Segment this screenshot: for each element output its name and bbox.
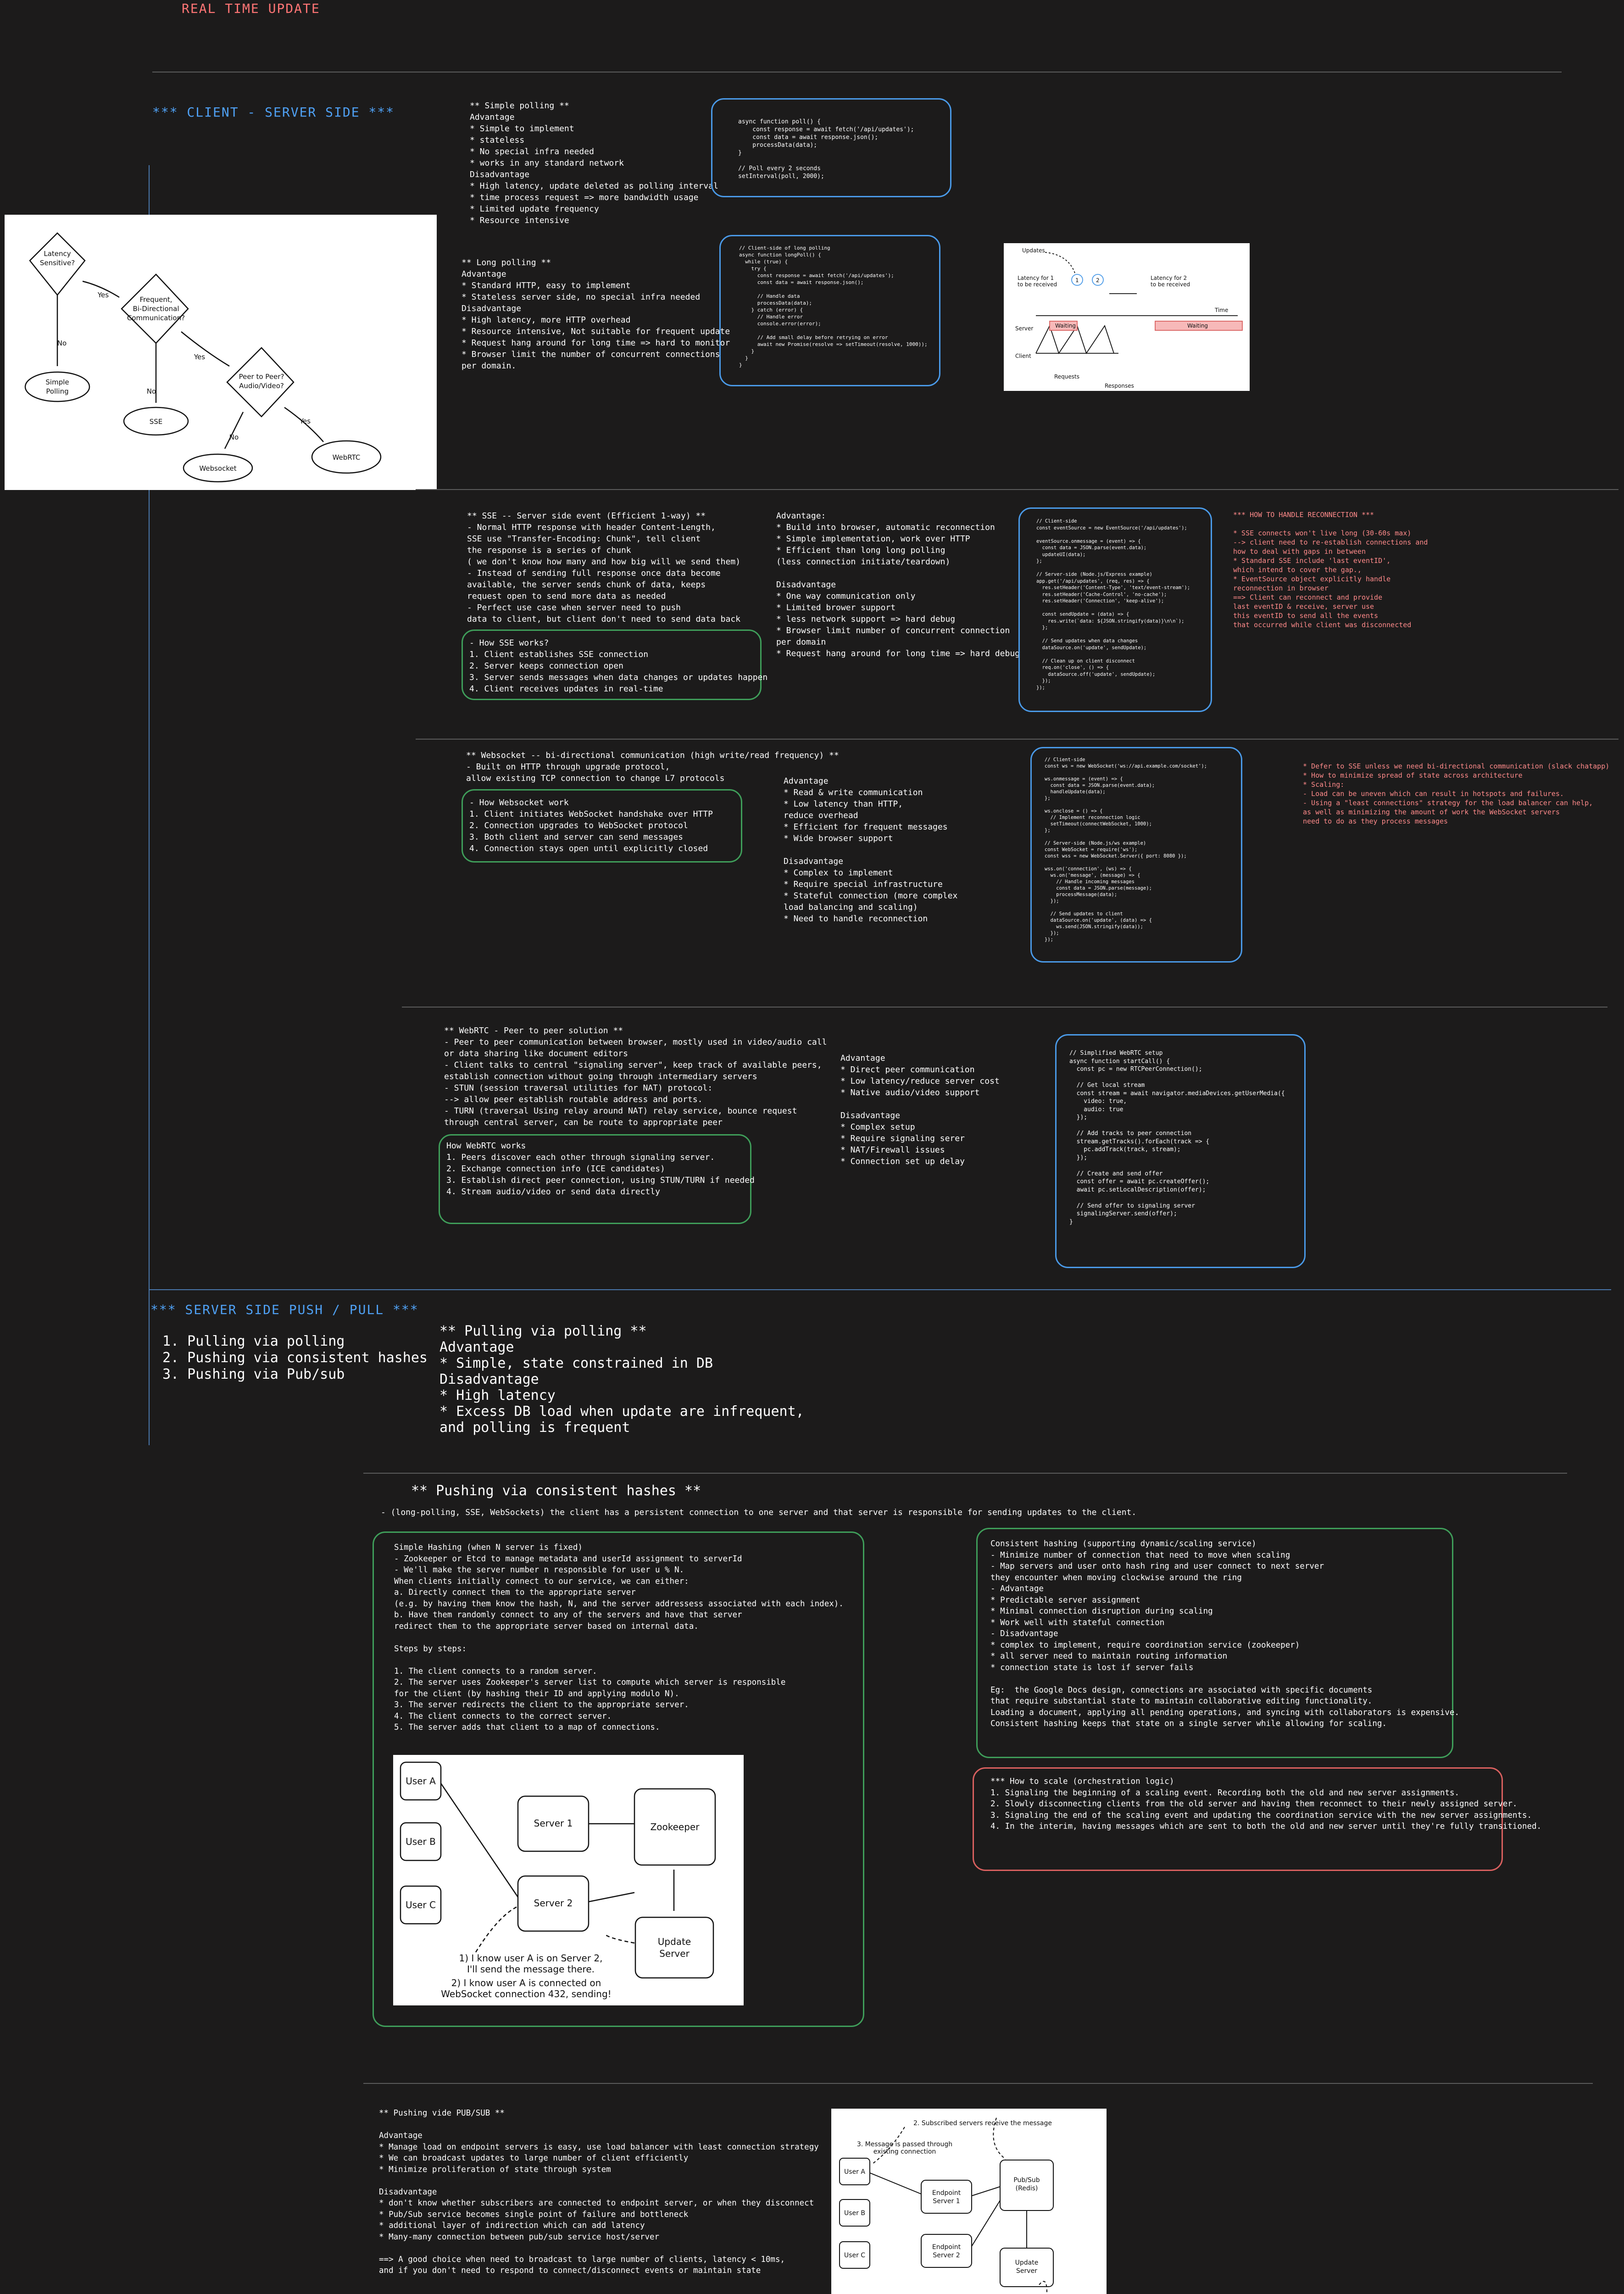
svg-text:to be received: to be received <box>1151 281 1190 288</box>
sse-reconnection-note: *** HOW TO HANDLE RECONNECTION *** * SSE connects won't live long (30-60s max) --> client need to re-establish connections and how to deal with gaps in between * Standard SSE include 'last eventID', which intend to cover the gap., * EventSource object explicitly handle reconnection in browser ==> Client can reconnect and provide last eventID & receive, server use this eventID to send all the events that occurred while client was disconnected <box>1233 511 1428 629</box>
sse-steps: - How SSE works? 1. Client establishes SSE connection 2. Server keeps connection open 3. Server sends messages when data changes or updates happen 4. Client receives updates in real-time <box>469 638 768 694</box>
websocket-steps-box <box>462 789 742 863</box>
pubsub-user-b: User B <box>844 2210 865 2217</box>
update-server-label: Update <box>657 1936 691 1947</box>
section-client-server: *** CLIENT - SERVER SIDE *** <box>152 105 395 120</box>
page-title: REAL TIME UPDATE <box>182 1 320 16</box>
user-a-label: User A <box>406 1776 436 1787</box>
svg-text:No: No <box>229 433 239 441</box>
pubsub-update: Update <box>1015 2259 1039 2266</box>
how-to-scale-box <box>973 1767 1542 1871</box>
simple-polling-code-box <box>711 98 951 197</box>
websocket-notes: ** Websocket -- bi-directional communication (high write/read frequency) ** - Built on HTTP through upgrade protocol, allow existing TCP connection to change L7 protocols <box>466 751 839 783</box>
user-c-label: User C <box>406 1899 436 1910</box>
svg-text:No: No <box>146 387 156 395</box>
simple-polling-notes: ** Simple polling ** Advantage * Simple to implement * stateless * No special infra needed * works in any standard network Disadvantage * High latency, update deleted as polling interval * time process request => more bandwidth usage * Limited update frequency * Resource intensive <box>470 101 718 225</box>
long-polling-code: // Client-side of long polling async function longPoll() { while (true) { try { const response = await fetch('/api/updates'); const data = await response.json(); // Handle data processData(data); } catch (error) { // Handle error console.error(error); // Add small delay before retrying on error await new Promise(resolve => setTimeout(resolve, 1000)); } } } <box>739 245 928 368</box>
latency-label: Latency <box>44 250 71 258</box>
update1-label: 1 <box>1075 277 1079 284</box>
push-pull-list: 1. Pulling via polling 2. Pushing via consistent hashes 3. Pushing via Pub/sub <box>162 1333 428 1382</box>
svg-text:existing connection: existing connection <box>873 2148 936 2155</box>
updates-label: Updates <box>1022 247 1045 254</box>
consistent-hash-diagram <box>393 1755 744 2005</box>
divider <box>402 1007 1607 1008</box>
pulling-via-polling: ** Pulling via polling ** Advantage * Simple, state constrained in DB Disadvantage * High latency * Excess DB load when update are infrequent, and polling is frequent <box>439 1323 804 1436</box>
section-push-pull: *** SERVER SIDE PUSH / PULL *** <box>150 1302 419 1317</box>
pubsub-diagram <box>831 2109 1107 2294</box>
sse-notes: ** SSE -- Server side event (Efficient 1-way) ** - Normal HTTP response with header Content-Length, SSE use "Transfer-Encoding: Chunk", tell client the response is a series of chunk ( we don't know how many and how big will we send them) - Instead of sending full response once data become available, the server sends chunk of data, keeps request open to send more data as needed - Perfect use case when server need to push data to client, but client don't need to send data back <box>467 511 741 624</box>
consistent-hashing-box <box>976 1528 1459 1758</box>
divider <box>416 489 1618 490</box>
simple-hashing-box <box>373 1531 864 2027</box>
pubsub-user-a: User A <box>844 2168 865 2176</box>
simple-polling-label: Simple <box>45 378 69 386</box>
divider <box>363 1473 1567 1474</box>
svg-text:Sensitive?: Sensitive? <box>39 259 75 267</box>
pubsub-notes: ** Pushing vide PUB/SUB ** Advantage * Manage load on endpoint servers is easy, use load balancer with least connection strategy * We can broadcast updates to large number of client efficiently * Minimize proliferation of state through system Disadvantage * don't know whether subscribers are connected to endpoint server, or when they disconnect * Pub/Sub service becomes single point of failure and bottleneck * additional layer of indirection which can add latency * Many-many connection between pub/sub service host/server ==> A good choice when need to broadcast to large number of clients, latency < 10ms, and if you don't need to respond to connect/disconnect events or maintain state <box>379 2109 819 2275</box>
svg-text:to be received: to be received <box>1018 281 1057 288</box>
svg-text:(Redis): (Redis) <box>1015 2185 1038 2192</box>
decision-tree-diagram <box>5 215 437 490</box>
pubsub-step2: 2. Subscribed servers receive the message <box>913 2120 1052 2127</box>
svg-text:Communication?: Communication? <box>127 314 185 322</box>
webrtc-steps: How WebRTC works 1. Peers discover each other through signaling server. 2. Exchange connection info (ICE candidates) 3. Establish direct peer connection, using STUN/TURN if needed 4. Stream audio/video or send data directly <box>446 1141 755 1197</box>
simple-hashing-notes: Simple Hashing (when N server is fixed) - Zookeeper or Etcd to manage metadata and userId assignment to serverId - We'll make the server number n responsible for user u % N. When clients initially connect to our service, we can either: a. Directly connect them to the appropriate server (e.g. by having them know the hash, N, and the server addressess associated with each index). b. Have them randomly connect to any of the servers and have that server redirect them to the appropriate server based on internal data. Steps by steps: 1. The client connects to a random server. 2. The server uses Zookeeper's server list to compute which server is responsible for the client (by hashing their ID and applying modulo N). 3. The server redirects the client to the appropriate server. 4. The client connects to the correct server. 5. The server adds that client to a map of connections. <box>394 1543 844 1732</box>
divider <box>149 1289 1611 1290</box>
client-label: Client <box>1015 353 1031 359</box>
server-label: Server <box>1015 325 1034 332</box>
waiting-label-1: Waiting <box>1055 323 1076 329</box>
svg-text:WebSocket connection 432, send: WebSocket connection 432, sending! <box>441 1988 612 1999</box>
websocket-steps: - How Websocket work 1. Client initiates WebSocket handshake over HTTP 2. Connection upgrades to WebSocket protocol 3. Both client and server can send messages 4. Connection stays open until explicitly closed <box>469 798 713 853</box>
svg-text:Yes: Yes <box>194 353 206 361</box>
svg-text:I'll send the message there.: I'll send the message there. <box>467 1964 595 1975</box>
p2p-label: Peer to Peer? <box>239 373 284 381</box>
svg-text:Bi-Directional: Bi-Directional <box>133 305 179 313</box>
pubsub-ep2: Endpoint <box>932 2244 961 2251</box>
svg-text:Audio/Video?: Audio/Video? <box>239 382 284 390</box>
note1: 1) I know user A is on Server 2, <box>459 1953 603 1964</box>
svg-text:Server: Server <box>659 1948 690 1959</box>
webrtc-label: WebRTC <box>332 453 361 462</box>
long-polling-timeline-diagram <box>1004 243 1250 391</box>
long-polling-notes: ** Long polling ** Advantage * Standard HTTP, easy to implement * Stateless server side, no special infra needed Disadvantage * High latency, more HTTP overhead * Resource intensive, Not suitable for frequent update * Request hang around for long time => hard to monitor * Browser limit the number of concurrent connections per domain. <box>462 258 730 371</box>
svg-text:Server: Server <box>1016 2267 1037 2275</box>
zookeeper-label: Zookeeper <box>650 1821 700 1832</box>
waiting-label-2: Waiting <box>1187 323 1208 329</box>
user-b-label: User B <box>406 1836 436 1847</box>
server1-label: Server 1 <box>534 1818 573 1829</box>
pubsub-step3: 3. Message is passed through <box>856 2141 953 2148</box>
svg-text:Yes: Yes <box>299 417 311 425</box>
responses-label: Responses <box>1105 383 1134 389</box>
websocket-label: Websocket <box>199 464 237 473</box>
webrtc-code: // Simplified WebRTC setup async function startCall() { const pc = new RTCPeerConnection(); // Get local stream const stream = await navigator.mediaDevices.getUserMedia({ video: true, audio: true }); // Add tracks to peer connection stream.getTracks().forEach(track => { pc.addTrack(track, stream); }); // Create and send offer const offer = await pc.createOffer(); await pc.setLocalDescription(offer); // Send offer to signaling server signalingServer.send(offer); } <box>1069 1050 1285 1225</box>
websocket-adv-disadv: Advantage * Read & write communication * Low latency than HTTP, reduce overhead * Efficient for frequent messages * Wide browser support Disadvantage * Complex to implement * Require special infrastructure * Stateful connection (more complex load balancing and scaling) * Need to handle reconnection <box>784 776 958 924</box>
divider <box>363 2083 1593 2084</box>
consistent-hash-title: ** Pushing via consistent hashes ** <box>411 1483 701 1499</box>
websocket-code: // Client-side const ws = new WebSocket('ws://api.example.com/socket'); ws.onmessage = (event) => { const data = JSON.parse(event.data); handleUpdate(data); }; ws.onclose = () => { // Implement reconnection logic setTimeout(connectWebSocket, 1000); }; // Server-side (Node.js/ws example) const WebSocket = require('ws'); const wss = new WebSocket.Server({ port: 8080 }); wss.on('connection', (ws) => { ws.on('message', (message) => { // Handle incoming messages const data = JSON.parse(message); processMessage(data); }); // Send updates to client dataSource.on('update', (data) => { ws.send(JSON.stringify(data)); }); }); <box>1045 757 1207 942</box>
websocket-code-box <box>1030 747 1242 963</box>
pubsub-user-c: User C <box>844 2252 866 2259</box>
time-label: Time <box>1215 307 1229 313</box>
svg-text:No: No <box>57 339 67 347</box>
svg-text:Server 2: Server 2 <box>933 2252 960 2259</box>
svg-text:Polling: Polling <box>46 387 69 395</box>
sse-label: SSE <box>149 418 163 426</box>
svg-text:Yes: Yes <box>97 291 109 299</box>
svg-text:Server 1: Server 1 <box>933 2198 960 2205</box>
webrtc-steps-box <box>439 1134 755 1224</box>
latency1-label: Latency for 1 <box>1018 275 1054 281</box>
simple-polling-node <box>25 372 89 401</box>
pubsub-ep1: Endpoint <box>932 2189 961 2197</box>
webrtc-adv-disadv: Advantage * Direct peer communication * Low latency/reduce server cost * Native audio/video support Disadvantage * Complex setup * Require signaling serer * NAT/Firewall issues * Connection set up delay <box>840 1053 1000 1166</box>
sse-code: // Client-side const eventSource = new EventSource('/api/updates'); eventSource.onmessage = (event) => { const data = JSON.parse(event.data); updateUI(data); }; // Server-side (Node.js/Express example) app.get('/api/updates', (req, res) => { res.setHeader('Content-Type', 'text/event-stream'); res.setHeader('Cache-Control', 'no-cache'); res.setHeader('Connection', 'keep-alive'); const sendUpdate = (data) => { res.write(`data: ${JSON.stringify(data)}\n\n`); }; // Send updates when data changes dataSource.on('update', sendUpdate); // Clean up on client disconnect req.on('close', () => { dataSource.off('update', sendUpdate); }); }); <box>1036 518 1190 690</box>
sse-adv-disadv: Advantage: * Build into browser, automatic reconnection * Simple implementation, work over HTTP * Efficient than long long polling (less connection initiate/teardown) Disadvantage * One way communication only * Limited brower support * less network support => hard debug * Browser limit number of concurrent connection per domain * Request hang around for long time => hard debug <box>776 511 1020 658</box>
latency2-label: Latency for 2 <box>1151 275 1187 281</box>
how-to-scale-notes: *** How to scale (orchestration logic) 1. Signaling the beginning of a scaling event. Recording both the old and new server assignments. 2. Slowly disconnecting clients from the old server and having them reconnect to their newly assigned server. 3. Signaling the end of the scaling event and updating the coordination service with the new server assignments. 4. In the interim, having messages which are sent to both the old and new server until they're fully transitioned. <box>990 1777 1542 1831</box>
websocket-scaling-note: * Defer to SSE unless we need bi-directional communication (slack chatapp) * How to minimize spread of state across architecture * Scaling: - Load can be uneven which can result in hotspots and failures. - Using a "least connections" strategy for the load balancer can help, as well as minimizing the amount of work the WebSocket servers need to do as they process messages <box>1303 762 1610 825</box>
requests-label: Requests <box>1054 373 1079 380</box>
update2-label: 2 <box>1096 277 1100 284</box>
sse-code-box <box>1018 507 1212 712</box>
webrtc-code-box <box>1055 1034 1306 1268</box>
pubsub-redis: Pub/Sub <box>1013 2177 1040 2184</box>
frequent-label: Frequent, <box>139 295 172 304</box>
consistent-hashing-notes: Consistent hashing (supporting dynamic/scaling service) - Minimize number of connection that need to move when scaling - Map servers and user onto hash ring and user connect to next server they encounter when moving clockwise around the ring - Advantage * Predictable server assignment * Minimal connection disruption during scaling * Work well with stateful connection - Disadvantage * complex to implement, require coordination service (zookeeper) * all server need to maintain routing information * connection state is lost if server fails Eg: the Google Docs design, connections are associated with specific documents that require substantial state to maintain collaborative editing functionality. Loading a document, applying all pending operations, and syncing with collaborators is expensive. Consistent hashing keeps that state on a single server while allowing for scaling. <box>990 1539 1459 1728</box>
consistent-hash-intro: - (long-polling, SSE, WebSockets) the client has a persistent connection to one server and that server is responsible for sending updates to the client. <box>381 1508 1137 1517</box>
server2-label: Server 2 <box>534 1898 573 1909</box>
divider <box>416 739 1618 740</box>
simple-polling-code: async function poll() { const response = await fetch('/api/updates'); const data = await response.json(); processData(data); } // Poll every 2 seconds setInterval(poll, 2000); <box>738 118 914 180</box>
note2: 2) I know user A is connected on <box>451 1977 601 1988</box>
webrtc-notes: ** WebRTC - Peer to peer solution ** - Peer to peer communication between browser, mostly used in video/audio call or data sharing like document editors - Client talks to central "signaling server", keep track of available peers, establish connection without going through intermediary servers - STUN (session traversal utilities for NAT) protocol: --> allow peer establish routable address and ports. - TURN (traversal Using relay around NAT) relay service, bounce request through central server, can be route to appropriate peer <box>444 1026 827 1127</box>
sse-steps-box <box>462 629 768 700</box>
long-polling-code-box <box>719 235 940 386</box>
